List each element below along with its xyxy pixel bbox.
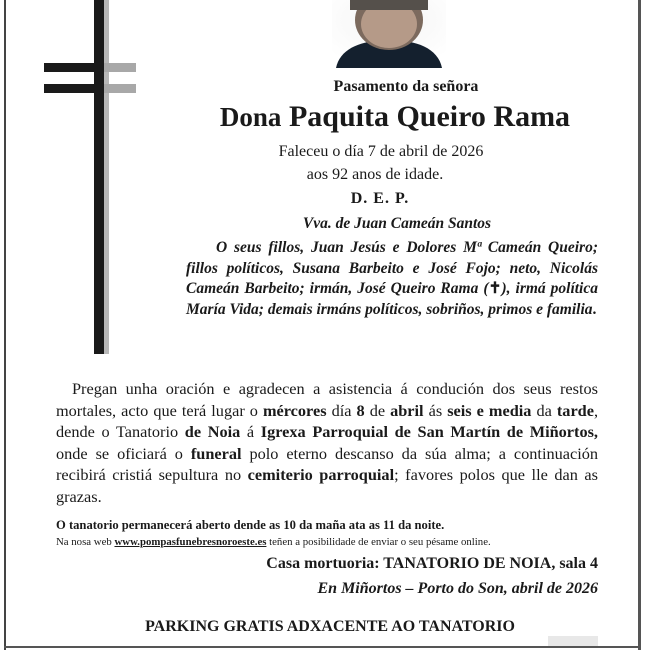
age-line: aos 92 anos de idade. [306, 166, 444, 183]
cross-vertical-shadow [104, 0, 109, 354]
opening-hours: O tanatorio permanecerá aberto dende as 10 da maña ata as 11 da noite. [56, 518, 445, 532]
frame-bottom-border [4, 646, 640, 648]
web-condolence-line: Na nosa web www.pompasfunebresnoroeste.es teñen a posibilidade de enviar o seu pésame online. [56, 536, 491, 548]
widow-line: Vva. de Juan Cameán Santos [302, 215, 492, 232]
portrait-photo [332, 0, 446, 68]
notice-subtitle: Pasamento da señora [333, 78, 479, 95]
name-prefix: Dona [219, 102, 282, 132]
death-date-line: Faleceu o día 7 de abril de 2026 [278, 143, 484, 160]
family-paragraph: O seus fillos, Juan Jesús e Dolores Mª Cameán Queiro; fillos políticos, Susana Barbeito e José Fojo; neto, Nicolás Cameán Barbeito; irmán, José Queiro Rama (✝), irmá política María Vida; demais irmáns políticos, sobriños, primos e familia. [186, 239, 598, 318]
cross-upper-shadow [104, 63, 136, 72]
cross-vertical-bar [94, 0, 104, 354]
website-link[interactable]: www.pompasfunebresnoroeste.es [114, 536, 267, 548]
faded-logo [548, 636, 598, 646]
cross-lower-shadow [104, 84, 136, 93]
frame-left-border [4, 0, 6, 650]
ceremony-paragraph: Pregan unha oración e agradecen a asistencia á condución dos seus restos mortales, acto que terá lugar o mércores día 8 de abril ás seis e media da tarde, dende o Tanatorio de Noia á Igrexa Parroquial de San Martín de Miñortos, onde se oficiará o funeral polo eterno descanso da súa alma; a continuación recibirá cristiá sepultura no cemiterio parroquial; favores polos que lle dan as grazas. [56, 379, 599, 506]
full-name: Paquita Queiro Rama [288, 100, 571, 133]
frame-right-border [638, 0, 641, 650]
mortuary-location: Casa mortuoria: TANATORIO DE NOIA, sala 4 [266, 555, 598, 572]
place-and-date: En Miñortos – Porto do Son, abril de 2026 [317, 580, 598, 597]
parking-note: PARKING GRATIS ADXACENTE AO TANATORIO [145, 618, 515, 635]
deceased-name [190, 100, 600, 134]
small-cross-icon: ✝ [488, 280, 502, 297]
dep-abbreviation: D. E. P. [350, 190, 410, 207]
